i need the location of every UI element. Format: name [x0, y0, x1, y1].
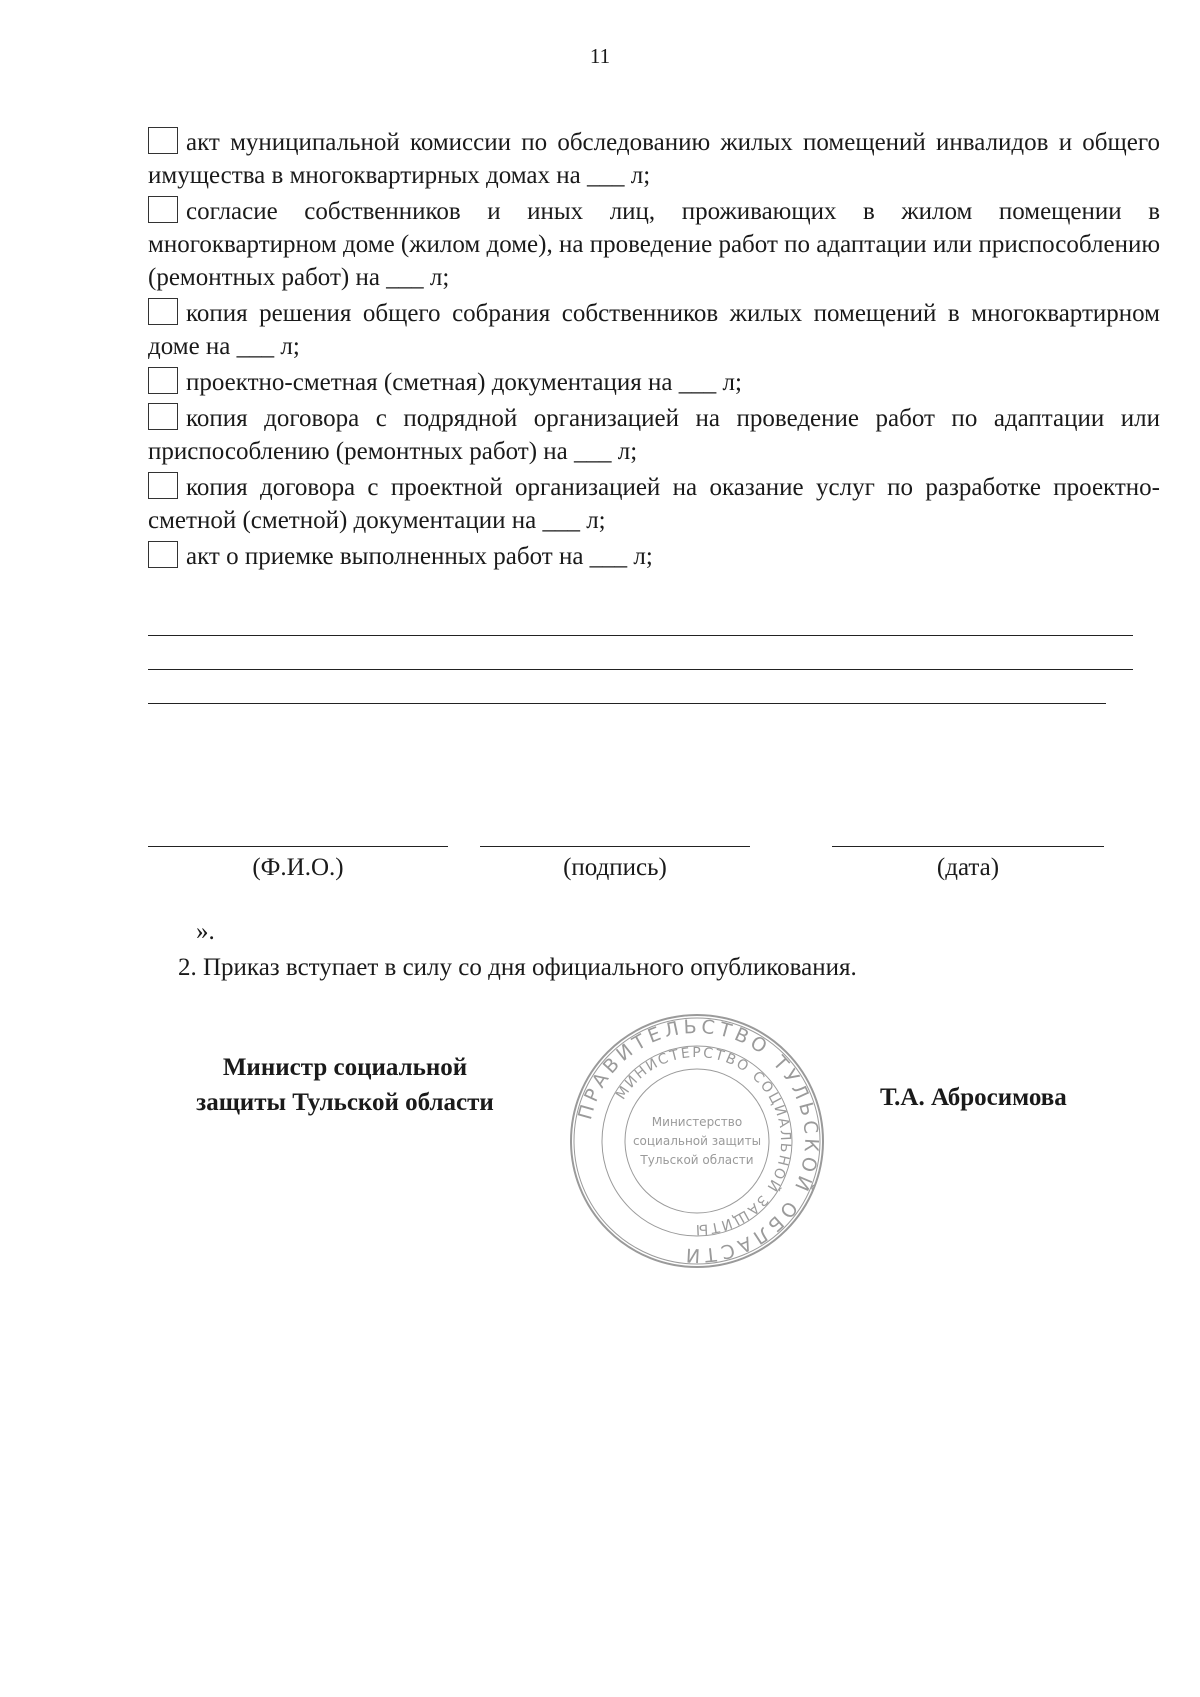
seal-outer-ring-text: ПРАВИТЕЛЬСТВО ТУЛЬСКОЙ ОБЛАСТИ — [574, 1015, 823, 1267]
checklist-item-text: копия договора с подрядной организацией на проведение работ по адаптации или приспособлению (ремонтных работ) на ___ л; — [148, 405, 1160, 465]
checklist-item-text: согласие собственников и иных лиц, проживающих в жилом помещении в многоквартирном доме (жилом доме), на проведение работ по адаптации или приспособлению (ремонтных работ) на ___ л; — [148, 198, 1160, 291]
checklist-item — [148, 126, 1160, 192]
minister-title-line: защиты Тульской области — [196, 1089, 494, 1116]
date-label: (дата) — [936, 854, 1000, 881]
seal-center-line: Тульской области — [640, 1153, 754, 1167]
checklist-item-text: проектно-сметная (сметная) документация на ___ л; — [186, 369, 742, 396]
signature-label: (подпись) — [563, 854, 667, 881]
checklist-item — [148, 471, 1160, 537]
checklist-item-text: копия договора с проектной организацией на оказание услуг по разработке проектно-сметной (сметной) документации на ___ л; — [148, 474, 1160, 534]
checkbox[interactable] — [148, 196, 178, 223]
checklist-item-text: акт о приемке выполненных работ на ___ л; — [186, 543, 653, 570]
signature-line[interactable] — [480, 846, 750, 847]
minister-title — [160, 1050, 530, 1120]
checkbox[interactable] — [148, 403, 178, 430]
official-seal — [568, 1012, 826, 1270]
date-line[interactable] — [832, 846, 1104, 847]
checklist-item — [148, 540, 1160, 573]
checkbox[interactable] — [148, 367, 178, 394]
fio-line[interactable] — [148, 846, 448, 847]
blank-fill-line[interactable] — [148, 703, 1106, 704]
blank-fill-line[interactable] — [148, 669, 1133, 670]
seal-center-line: социальной защиты — [632, 1134, 762, 1148]
document-checklist — [148, 126, 1160, 576]
seal-center-line: Министерство — [651, 1115, 743, 1129]
checklist-item-text: копия решения общего собрания собственников жилых помещений в многоквартирном доме на ___ л; — [148, 300, 1160, 360]
minister-title-line: Министр социальной — [222, 1054, 468, 1081]
closing-quote: ». — [196, 918, 215, 945]
checklist-item — [148, 195, 1160, 294]
minister-name: Т.А. Абросимова — [880, 1084, 1067, 1111]
checkbox[interactable] — [148, 541, 178, 568]
blank-fill-line[interactable] — [148, 635, 1133, 636]
checkbox[interactable] — [148, 298, 178, 325]
page-number: 11 — [589, 44, 611, 68]
seal-inner-ring-text: МИНИСТЕРСТВО СОЦИАЛЬНОЙ ЗАЩИТЫ — [613, 1044, 794, 1238]
fio-label: (Ф.И.О.) — [252, 854, 344, 881]
checkbox[interactable] — [148, 127, 178, 154]
checklist-item — [148, 402, 1160, 468]
checklist-item-text: акт муниципальной комиссии по обследованию жилых помещений инвалидов и общего имущества в многоквартирных домах на ___ л; — [148, 129, 1160, 189]
paragraph-2: 2. Приказ вступает в силу со дня официального опубликования. — [178, 954, 857, 981]
checklist-item — [148, 297, 1160, 363]
checklist-item — [148, 366, 1160, 399]
checkbox[interactable] — [148, 472, 178, 499]
